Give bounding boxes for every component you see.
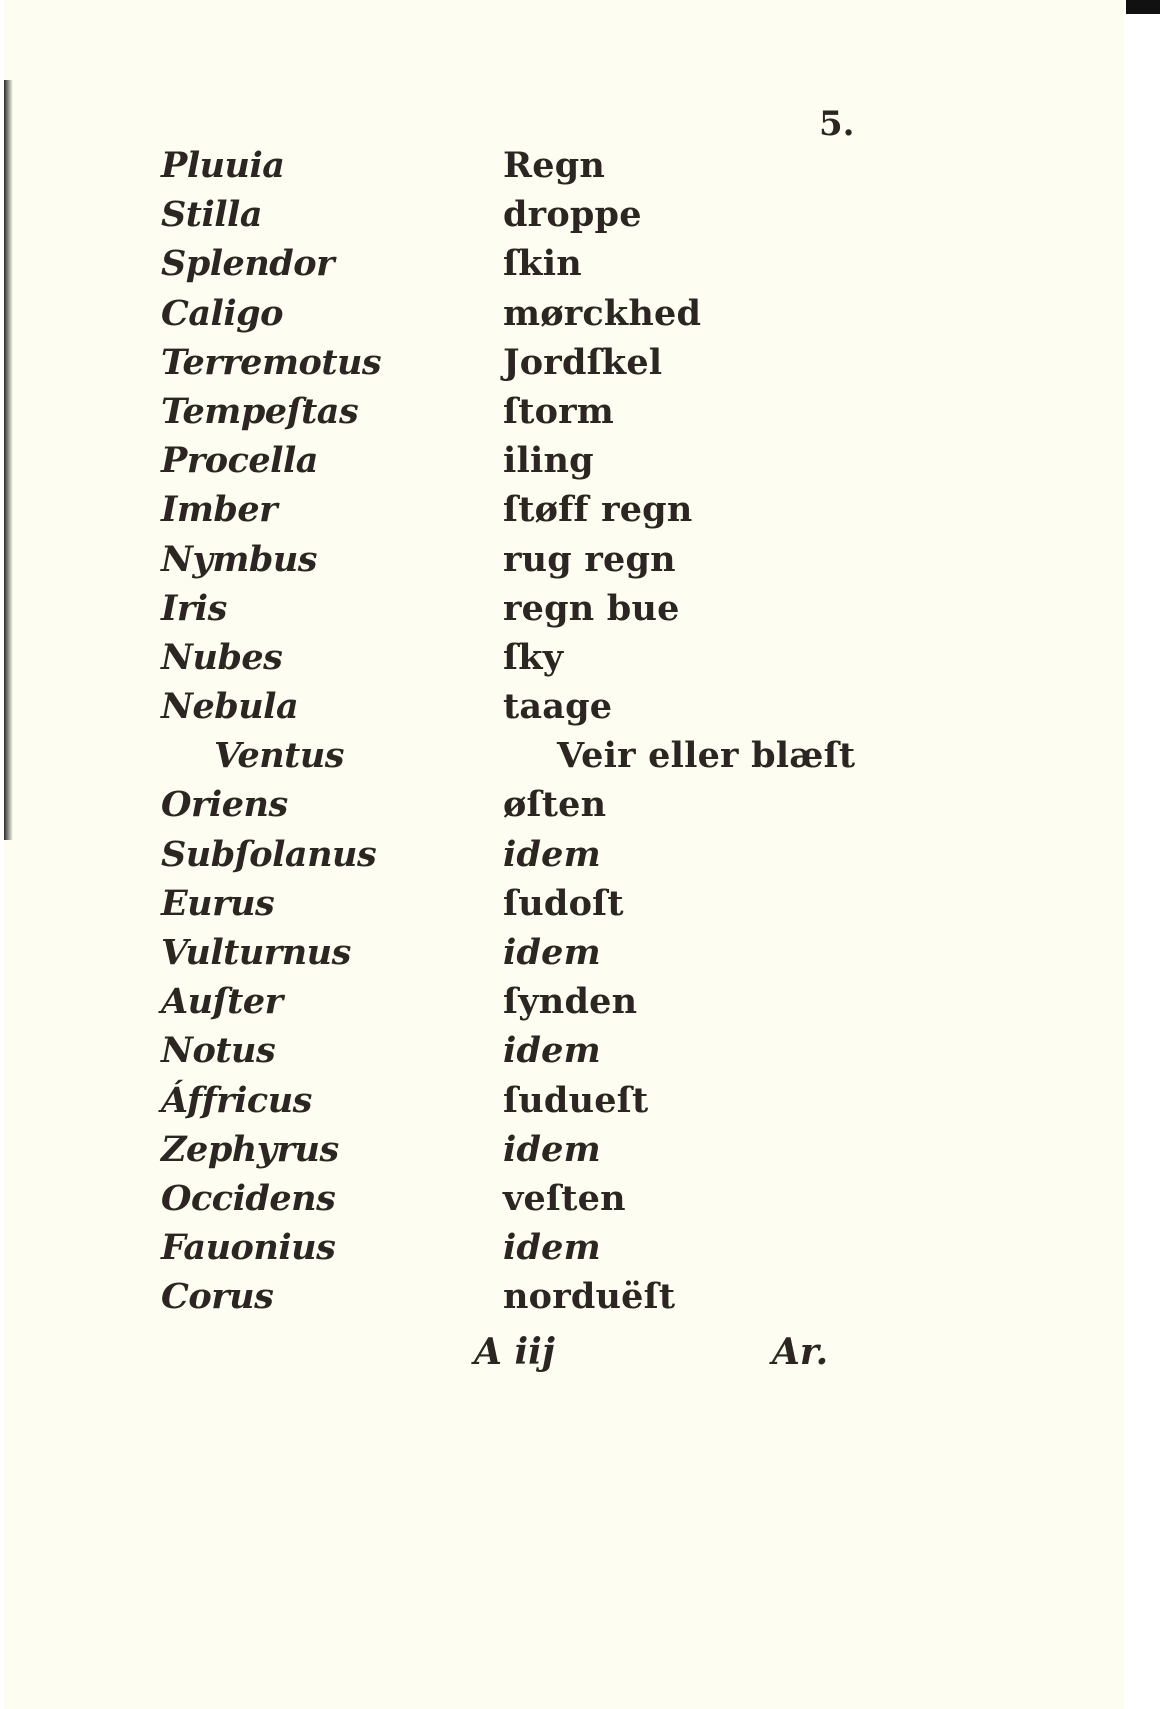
glossary-row [4, 1178, 1104, 1227]
danish-term: regn bue [503, 587, 680, 629]
glossary-row [4, 784, 1104, 833]
danish-term: idem [503, 1128, 601, 1170]
glossary-row [4, 539, 1104, 588]
glossary-row [4, 981, 1104, 1030]
latin-term: Vulturnus [161, 932, 351, 973]
danish-term: øſten [503, 784, 607, 826]
danish-term: iling [503, 440, 594, 482]
glossary-row [4, 1080, 1104, 1129]
danish-term: idem [503, 1227, 601, 1269]
glossary-row [4, 293, 1104, 342]
glossary-row [4, 686, 1104, 735]
glossary-section-heading [4, 735, 1104, 784]
danish-term: ſkin [503, 243, 582, 285]
latin-term: Terremotus [161, 341, 382, 383]
glossary-row [4, 489, 1104, 538]
danish-term: droppe [503, 194, 642, 236]
latin-term: Caligo [161, 292, 283, 334]
latin-term: Auſter [161, 981, 283, 1023]
latin-term: Occidens [161, 1177, 336, 1219]
latin-term: Oriens [161, 784, 288, 826]
latin-term: Iris [161, 587, 227, 629]
latin-term: Eurus [161, 882, 275, 924]
danish-term: veſten [503, 1177, 626, 1219]
danish-term: taage [503, 686, 613, 728]
danish-term: ſudoſt [503, 882, 624, 924]
glossary-row [4, 883, 1104, 932]
latin-term: Notus [161, 1030, 276, 1072]
latin-term: Fauonius [161, 1227, 336, 1269]
glossary-row [4, 391, 1104, 440]
danish-term: idem [503, 1030, 601, 1072]
latin-term: Nymbus [161, 538, 317, 580]
danish-heading: Veir eller blæſt [557, 735, 856, 777]
latin-term: Corus [161, 1276, 274, 1318]
danish-term: Regn [503, 145, 606, 186]
glossary-row [4, 932, 1104, 981]
danish-term: ſky [503, 636, 564, 678]
latin-term: Subſolanus [161, 833, 377, 875]
danish-term: ſynden [503, 981, 638, 1023]
danish-term: idem [503, 932, 601, 973]
latin-term: Stilla [161, 194, 263, 236]
latin-term: Nebula [161, 686, 299, 728]
latin-term: Tempeſtas [161, 390, 359, 432]
scan-corner-mark [1126, 0, 1160, 14]
latin-heading: Ventus [214, 735, 344, 777]
page-number: 5. [819, 104, 855, 144]
glossary-row [4, 145, 1104, 194]
glossary-row [4, 588, 1104, 637]
glossary-row [4, 342, 1104, 391]
glossary-row [4, 440, 1104, 489]
danish-term: mørckhed [503, 292, 702, 334]
latin-term: Zephyrus [161, 1128, 339, 1170]
latin-term: Pluuia [161, 145, 285, 186]
glossary-row [4, 243, 1104, 292]
danish-term: Jordſkel [503, 341, 663, 383]
latin-term: Procella [161, 440, 318, 482]
latin-term: Imber [161, 489, 278, 531]
catchword: Ar. [772, 1331, 829, 1373]
danish-term: idem [503, 833, 601, 875]
glossary-row [4, 1030, 1104, 1079]
danish-term: rug regn [503, 538, 676, 580]
signature-mark: A iij [474, 1331, 555, 1373]
glossary-row [4, 194, 1104, 243]
latin-danish-glossary [4, 145, 1104, 1326]
glossary-row [4, 1129, 1104, 1178]
glossary-row [4, 1227, 1104, 1276]
glossary-row [4, 1276, 1104, 1325]
latin-term: Splendor [161, 243, 335, 285]
book-page [4, 0, 1124, 1709]
danish-term: ſtøff regn [503, 489, 693, 531]
glossary-row [4, 637, 1104, 686]
glossary-row [4, 834, 1104, 883]
danish-term: ſudueſt [503, 1079, 649, 1121]
danish-term: ſtorm [503, 390, 615, 432]
danish-term: norduëſt [503, 1276, 676, 1318]
latin-term: Áffricus [161, 1079, 312, 1121]
latin-term: Nubes [161, 636, 283, 678]
